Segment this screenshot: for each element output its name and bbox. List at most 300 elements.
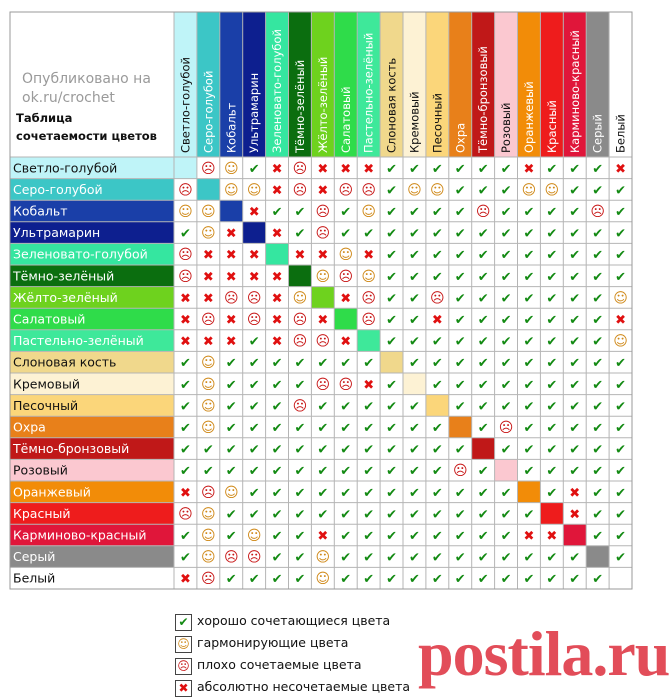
diagonal-cell (380, 351, 403, 373)
good-mark: ✔ (225, 572, 237, 588)
good-mark: ✔ (477, 507, 489, 523)
good-mark: ✔ (340, 550, 352, 566)
row-label-color-18: Карминово-красный (13, 527, 147, 543)
good-mark: ✔ (454, 550, 466, 566)
good-mark: ✔ (500, 226, 512, 242)
bad-mark: ☹ (498, 420, 514, 436)
good-mark: ✔ (546, 399, 558, 415)
good-mark: ✔ (431, 334, 443, 350)
good-mark: ✔ (569, 377, 581, 393)
good-mark: ✔ (592, 356, 604, 372)
good-mark: ✔ (592, 377, 604, 393)
good-mark: ✔ (592, 183, 604, 199)
good-mark: ✔ (523, 442, 535, 458)
good-mark: ✔ (271, 442, 283, 458)
col-label-color-19: Серый (590, 114, 605, 153)
good-mark: ✔ (431, 464, 443, 480)
good-mark: ✔ (477, 291, 489, 307)
good-mark: ✔ (477, 356, 489, 372)
bad-mark: ☹ (201, 571, 216, 588)
good-mark: ✔ (523, 464, 535, 480)
never-mark: ✖ (271, 183, 283, 199)
good-mark: ✔ (454, 248, 466, 264)
good-mark: ✔ (546, 485, 558, 501)
good-mark: ✔ (500, 442, 512, 458)
diagonal-cell (518, 481, 541, 503)
never-mark: ✖ (271, 161, 283, 177)
good-mark: ✔ (294, 442, 306, 458)
harm-mark: ☺ (315, 571, 331, 588)
good-mark: ✔ (431, 248, 443, 264)
good-mark: ✔ (408, 442, 420, 458)
good-mark: ✔ (408, 291, 420, 307)
good-mark: ✔ (408, 421, 420, 436)
bad-mark: ☹ (430, 290, 445, 307)
harm-mark: ☺ (201, 506, 216, 523)
good-mark: ✔ (386, 442, 398, 458)
good-mark: ✔ (454, 161, 466, 177)
good-mark: ✔ (431, 226, 443, 242)
col-label-color-8: Салатовый (338, 86, 353, 153)
row-label-color-4: Ультрамарин (13, 225, 101, 241)
good-mark: ✔ (569, 161, 581, 177)
good-mark: ✔ (225, 464, 237, 480)
good-mark: ✔ (523, 421, 535, 436)
table-title-line-2: сочетаемости цветов (16, 129, 157, 143)
bad-mark: ☹ (178, 182, 193, 199)
good-mark: ✔ (248, 421, 260, 436)
good-mark: ✔ (294, 485, 306, 501)
harm-mark: ☺ (361, 268, 376, 285)
good-mark: ✔ (454, 356, 466, 372)
good-mark: ✔ (386, 205, 398, 220)
good-mark: ✔ (408, 485, 420, 501)
good-mark: ✔ (248, 572, 260, 588)
good-mark: ✔ (500, 269, 512, 285)
good-mark: ✔ (340, 356, 352, 372)
good-mark: ✔ (408, 226, 420, 242)
good-mark: ✔ (408, 334, 420, 350)
good-mark: ✔ (592, 442, 604, 458)
table-title-line-1: Таблица (16, 111, 73, 125)
good-mark: ✔ (523, 377, 535, 393)
col-label-color-17: Красный (544, 100, 559, 153)
good-mark: ✔ (340, 507, 352, 523)
bad-mark: ☹ (223, 549, 239, 566)
bad-mark: ☹ (315, 204, 331, 220)
good-mark: ✔ (386, 248, 398, 264)
good-mark: ✔ (592, 507, 604, 523)
bad-mark: ☹ (246, 290, 262, 307)
good-mark: ✔ (294, 356, 306, 372)
harm-mark: ☺ (223, 484, 239, 501)
good-mark: ✔ (225, 529, 237, 544)
good-mark: ✔ (477, 226, 489, 242)
harm-mark: ☺ (613, 290, 628, 307)
good-mark: ✔ (569, 205, 581, 220)
bad-mark: ☹ (338, 376, 354, 393)
bad-mark: ☹ (315, 376, 331, 393)
good-mark: ✔ (500, 572, 512, 588)
good-mark: ✔ (317, 507, 329, 523)
good-mark: ✔ (523, 269, 535, 285)
never-mark: ✖ (248, 269, 260, 285)
good-mark: ✔ (592, 485, 604, 501)
never-mark: ✖ (225, 334, 237, 350)
col-label-color-4: Ультрамарин (247, 72, 262, 153)
good-mark: ✔ (431, 572, 443, 588)
harm-mark: ☺ (246, 528, 262, 544)
never-mark: ✖ (340, 334, 352, 350)
good-mark: ✔ (546, 421, 558, 436)
good-mark: ✔ (569, 442, 581, 458)
good-mark: ✔ (179, 464, 191, 480)
legend-good-icon: ✔ (175, 614, 192, 631)
harm-mark: ☺ (315, 268, 331, 285)
harm-mark: ☺ (544, 182, 560, 199)
row-label-color-1: Светло-голубой (13, 160, 118, 176)
col-label-color-16: Оранжевый (521, 81, 536, 153)
good-mark: ✔ (454, 334, 466, 350)
good-mark: ✔ (431, 507, 443, 523)
good-mark: ✔ (340, 399, 352, 415)
good-mark: ✔ (615, 399, 627, 415)
good-mark: ✔ (592, 291, 604, 307)
good-mark: ✔ (225, 356, 237, 372)
good-mark: ✔ (431, 529, 443, 544)
good-mark: ✔ (477, 572, 489, 588)
good-mark: ✔ (386, 550, 398, 566)
good-mark: ✔ (363, 529, 375, 544)
good-mark: ✔ (294, 205, 306, 220)
row-label-color-10: Слоновая кость (13, 354, 117, 370)
never-mark: ✖ (546, 529, 558, 544)
good-mark: ✔ (340, 205, 352, 220)
never-mark: ✖ (179, 313, 191, 328)
bad-mark: ☹ (315, 333, 331, 350)
good-mark: ✔ (431, 550, 443, 566)
never-mark: ✖ (523, 529, 535, 544)
good-mark: ✔ (248, 507, 260, 523)
good-mark: ✔ (340, 464, 352, 480)
never-mark: ✖ (202, 291, 214, 307)
good-mark: ✔ (363, 550, 375, 566)
bad-mark: ☹ (315, 225, 331, 242)
never-mark: ✖ (202, 334, 214, 350)
good-mark: ✔ (500, 291, 512, 307)
good-mark: ✔ (340, 442, 352, 458)
never-mark: ✖ (523, 161, 535, 177)
col-label-color-3: Кобальт (224, 102, 239, 153)
good-mark: ✔ (225, 399, 237, 415)
good-mark: ✔ (523, 550, 535, 566)
good-mark: ✔ (569, 269, 581, 285)
good-mark: ✔ (386, 269, 398, 285)
good-mark: ✔ (500, 161, 512, 177)
good-mark: ✔ (546, 572, 558, 588)
good-mark: ✔ (271, 529, 283, 544)
row-label-color-19: Серый (13, 549, 56, 565)
watermark-logo: postila.ru (418, 618, 669, 689)
legend-label: абсолютно несочетаемые цвета (197, 679, 411, 694)
never-mark: ✖ (615, 161, 627, 177)
good-mark: ✔ (477, 313, 489, 328)
harm-mark: ☺ (201, 376, 216, 393)
good-mark: ✔ (454, 313, 466, 328)
good-mark: ✔ (615, 442, 627, 458)
never-mark: ✖ (317, 313, 329, 328)
good-mark: ✔ (569, 334, 581, 350)
good-mark: ✔ (615, 226, 627, 242)
diagonal-cell (243, 222, 266, 244)
harm-mark: ☺ (201, 355, 216, 372)
diagonal-cell (266, 243, 289, 265)
harm-mark: ☺ (223, 182, 239, 199)
never-mark: ✖ (225, 226, 237, 242)
good-mark: ✔ (386, 377, 398, 393)
never-mark: ✖ (431, 313, 443, 328)
good-mark: ✔ (523, 313, 535, 328)
good-mark: ✔ (363, 399, 375, 415)
harm-mark: ☺ (201, 549, 216, 566)
good-mark: ✔ (546, 269, 558, 285)
good-mark: ✔ (546, 334, 558, 350)
good-mark: ✔ (408, 507, 420, 523)
good-mark: ✔ (179, 399, 191, 415)
bad-mark: ☹ (246, 549, 262, 566)
good-mark: ✔ (523, 291, 535, 307)
row-label-color-14: Тёмно-бронзовый (13, 441, 130, 457)
diagonal-cell (311, 287, 334, 309)
good-mark: ✔ (294, 226, 306, 242)
good-mark: ✔ (546, 442, 558, 458)
good-mark: ✔ (294, 421, 306, 436)
never-mark: ✖ (340, 161, 352, 177)
good-mark: ✔ (454, 291, 466, 307)
good-mark: ✔ (386, 464, 398, 480)
good-mark: ✔ (592, 161, 604, 177)
good-mark: ✔ (271, 356, 283, 372)
good-mark: ✔ (615, 269, 627, 285)
good-mark: ✔ (615, 485, 627, 501)
good-mark: ✔ (386, 291, 398, 307)
never-mark: ✖ (363, 377, 375, 393)
diagonal-cell (540, 503, 563, 525)
good-mark: ✔ (523, 356, 535, 372)
bad-mark: ☹ (201, 484, 216, 501)
good-mark: ✔ (615, 529, 627, 544)
harm-mark: ☺ (201, 204, 216, 220)
good-mark: ✔ (569, 291, 581, 307)
good-mark: ✔ (271, 485, 283, 501)
good-mark: ✔ (179, 529, 191, 544)
row-label-color-5: Зеленовато-голубой (13, 246, 148, 262)
good-mark: ✔ (317, 464, 329, 480)
good-mark: ✔ (179, 226, 191, 242)
diagonal-cell (289, 265, 312, 287)
never-mark: ✖ (615, 313, 627, 328)
good-mark: ✔ (408, 529, 420, 544)
good-mark: ✔ (592, 421, 604, 436)
good-mark: ✔ (523, 572, 535, 588)
good-mark: ✔ (523, 507, 535, 523)
never-mark: ✖ (340, 291, 352, 307)
row-label-color-13: Охра (13, 419, 46, 435)
bad-mark: ☹ (361, 312, 376, 328)
good-mark: ✔ (546, 161, 558, 177)
bad-mark: ☹ (178, 247, 193, 264)
good-mark: ✔ (523, 248, 535, 264)
harm-mark: ☺ (521, 182, 537, 199)
good-mark: ✔ (592, 464, 604, 480)
good-mark: ✔ (500, 529, 512, 544)
good-mark: ✔ (546, 550, 558, 566)
harm-mark: ☺ (201, 398, 216, 415)
good-mark: ✔ (294, 507, 306, 523)
col-label-color-15: Розовый (499, 102, 514, 153)
never-mark: ✖ (225, 313, 237, 328)
never-mark: ✖ (179, 334, 191, 350)
good-mark: ✔ (569, 248, 581, 264)
good-mark: ✔ (408, 248, 420, 264)
good-mark: ✔ (500, 205, 512, 220)
diagonal-cell (449, 416, 472, 438)
good-mark: ✔ (271, 572, 283, 588)
good-mark: ✔ (454, 183, 466, 199)
legend-bad-icon: ☹ (175, 658, 192, 675)
good-mark: ✔ (408, 572, 420, 588)
never-mark: ✖ (225, 269, 237, 285)
diagonal-cell (472, 438, 495, 460)
good-mark: ✔ (363, 442, 375, 458)
good-mark: ✔ (477, 464, 489, 480)
good-mark: ✔ (477, 334, 489, 350)
bad-mark: ☹ (292, 160, 308, 177)
good-mark: ✔ (454, 485, 466, 501)
good-mark: ✔ (569, 421, 581, 436)
good-mark: ✔ (592, 572, 604, 588)
good-mark: ✔ (500, 377, 512, 393)
good-mark: ✔ (477, 161, 489, 177)
good-mark: ✔ (363, 507, 375, 523)
good-mark: ✔ (431, 377, 443, 393)
good-mark: ✔ (408, 464, 420, 480)
good-mark: ✔ (615, 183, 627, 199)
bad-mark: ☹ (223, 290, 239, 307)
good-mark: ✔ (454, 269, 466, 285)
col-label-color-6: Тёмно-зелёный (292, 59, 307, 153)
good-mark: ✔ (271, 399, 283, 415)
never-mark: ✖ (569, 507, 581, 523)
good-mark: ✔ (271, 507, 283, 523)
good-mark: ✔ (179, 550, 191, 566)
never-mark: ✖ (179, 572, 191, 588)
never-mark: ✖ (317, 183, 329, 199)
good-mark: ✔ (569, 183, 581, 199)
good-mark: ✔ (569, 313, 581, 328)
never-mark: ✖ (271, 226, 283, 242)
good-mark: ✔ (546, 356, 558, 372)
good-mark: ✔ (225, 442, 237, 458)
good-mark: ✔ (179, 442, 191, 458)
good-mark: ✔ (179, 421, 191, 436)
good-mark: ✔ (386, 572, 398, 588)
bad-mark: ☹ (201, 160, 216, 177)
good-mark: ✔ (317, 399, 329, 415)
good-mark: ✔ (431, 485, 443, 501)
bad-mark: ☹ (590, 204, 605, 220)
good-mark: ✔ (569, 464, 581, 480)
good-mark: ✔ (248, 442, 260, 458)
row-label-color-12: Песочный (13, 397, 79, 413)
harm-mark: ☺ (201, 528, 216, 544)
good-mark: ✔ (615, 377, 627, 393)
good-mark: ✔ (431, 442, 443, 458)
good-mark: ✔ (271, 377, 283, 393)
good-mark: ✔ (179, 356, 191, 372)
good-mark: ✔ (317, 442, 329, 458)
good-mark: ✔ (248, 334, 260, 350)
row-label-color-7: Жёлто-зелёный (13, 289, 118, 305)
col-label-color-1: Светло-голубой (178, 57, 193, 153)
diagonal-cell (174, 157, 197, 179)
good-mark: ✔ (592, 248, 604, 264)
col-label-color-12: Песочный (430, 93, 445, 153)
harm-mark: ☺ (361, 204, 376, 220)
never-mark: ✖ (202, 269, 214, 285)
harm-mark: ☺ (613, 333, 628, 350)
good-mark: ✔ (202, 442, 214, 458)
never-mark: ✖ (202, 248, 214, 264)
published-line-2: ok.ru/crochet (22, 90, 115, 106)
never-mark: ✖ (294, 248, 306, 264)
good-mark: ✔ (431, 161, 443, 177)
good-mark: ✔ (386, 226, 398, 242)
good-mark: ✔ (340, 485, 352, 501)
never-mark: ✖ (248, 205, 260, 220)
never-mark: ✖ (271, 291, 283, 307)
good-mark: ✔ (615, 248, 627, 264)
good-mark: ✔ (592, 334, 604, 350)
good-mark: ✔ (248, 464, 260, 480)
diagonal-cell (609, 567, 632, 589)
col-label-color-18: Карминово-красный (567, 30, 582, 153)
never-mark: ✖ (271, 334, 283, 350)
good-mark: ✔ (248, 377, 260, 393)
row-label-color-2: Серо-голубой (13, 181, 103, 197)
bad-mark: ☹ (292, 398, 308, 415)
diagonal-cell (495, 459, 518, 481)
bad-mark: ☹ (338, 268, 354, 285)
good-mark: ✔ (454, 572, 466, 588)
good-mark: ✔ (248, 485, 260, 501)
good-mark: ✔ (317, 356, 329, 372)
bad-mark: ☹ (178, 268, 193, 285)
good-mark: ✔ (294, 550, 306, 566)
row-label-color-6: Тёмно-зелёный (13, 268, 115, 284)
bad-mark: ☹ (292, 312, 308, 328)
good-mark: ✔ (500, 485, 512, 501)
good-mark: ✔ (363, 485, 375, 501)
good-mark: ✔ (294, 529, 306, 544)
good-mark: ✔ (386, 161, 398, 177)
good-mark: ✔ (569, 226, 581, 242)
harm-mark: ☺ (201, 225, 216, 242)
good-mark: ✔ (500, 356, 512, 372)
good-mark: ✔ (592, 269, 604, 285)
good-mark: ✔ (500, 334, 512, 350)
good-mark: ✔ (271, 550, 283, 566)
